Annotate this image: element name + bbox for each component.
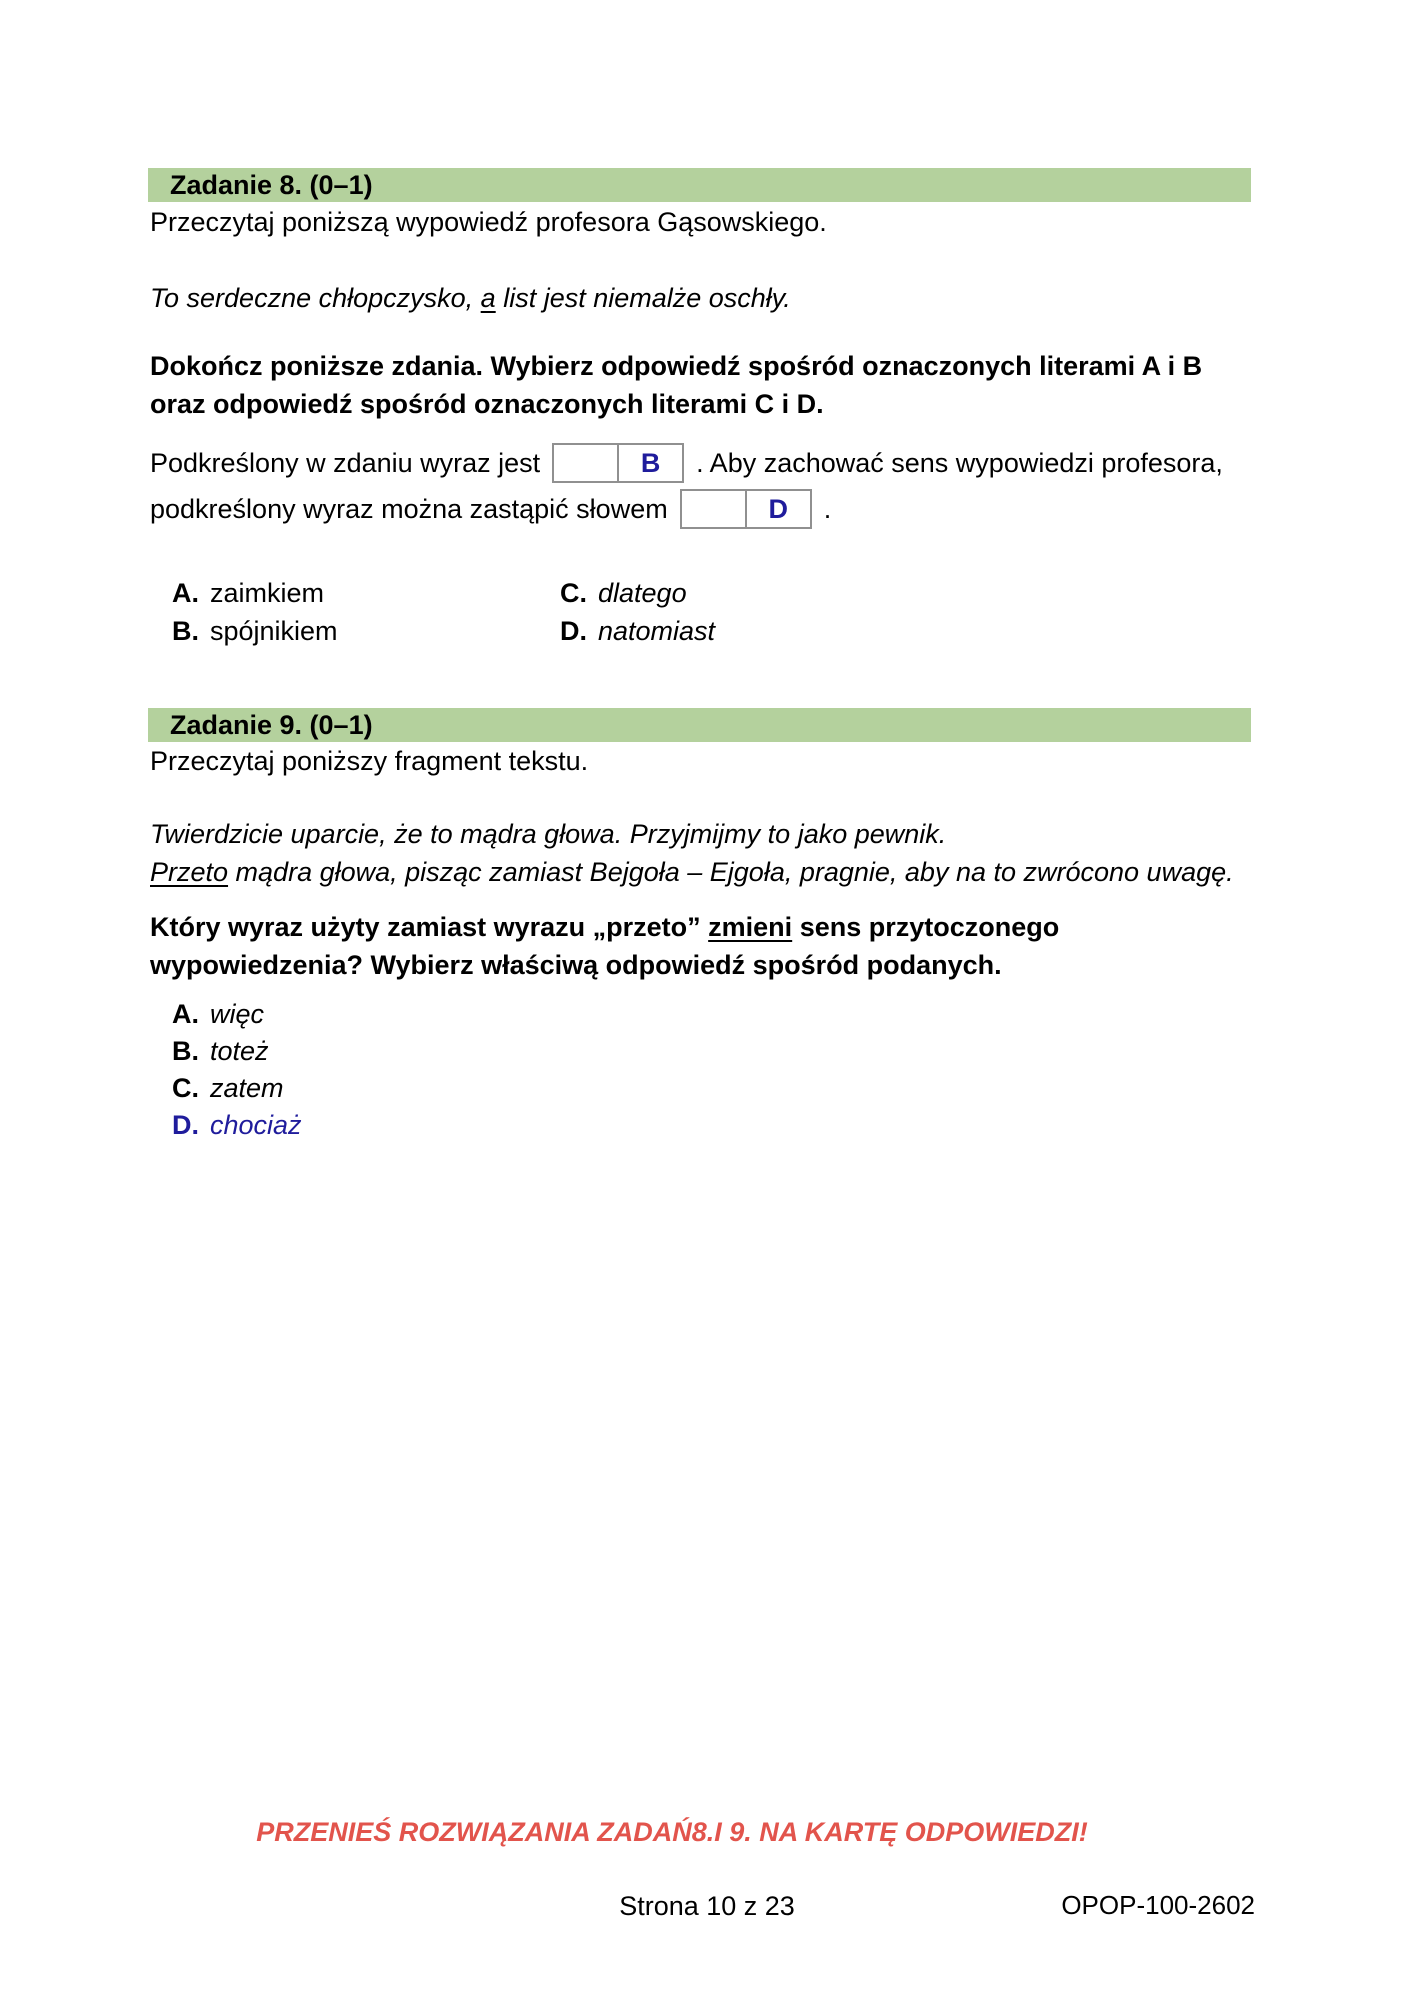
answer-box-ab-selected-letter: B: [617, 445, 682, 481]
task-9-question-line-2: wypowiedzenia? Wybierz właściwą odpowiedź spośród podanych.: [150, 950, 1002, 980]
answer-box-cd-selected-letter: D: [745, 491, 810, 527]
question-text-post: sens przytoczonego: [792, 912, 1060, 942]
option-8-d-text: natomiast: [598, 616, 716, 646]
task-9-quote: [150, 815, 1234, 891]
task-8-intro: Przeczytaj poniższą wypowiedź profesora Gąsowskiego.: [150, 207, 827, 237]
option-9-d-letter: D.: [172, 1110, 199, 1140]
option-9-c: [172, 1070, 302, 1107]
option-9-a: [172, 996, 302, 1033]
option-8-c-letter: C.: [560, 578, 587, 608]
option-8-b-text: spójnikiem: [210, 616, 338, 646]
option-9-b-text: toteż: [210, 1036, 269, 1066]
option-8-c: [560, 574, 715, 612]
answer-box-ab-empty-cell: [554, 445, 617, 481]
cloze-line-1-text: Podkreślony w zdaniu wyraz jest: [150, 447, 541, 478]
question-underlined-word: zmieni: [708, 912, 793, 942]
transfer-answers-note: PRZENIEŚ ROZWIĄZANIA ZADAŃ8.I 9. NA KARTĘ ODPOWIEDZI!: [256, 1817, 1088, 1847]
task-8-options-cd: [560, 574, 715, 650]
task-9-question-line-1: [150, 908, 1059, 946]
option-9-b-letter: B.: [172, 1036, 199, 1066]
quote-underlined-word: a: [480, 283, 496, 313]
option-9-c-text: zatem: [210, 1073, 284, 1103]
task-8-quote: [150, 279, 791, 317]
quote-2-rest: mądra głowa, pisząc zamiast Bejgoła – Ejgoła, pragnie, aby na to zwrócono uwagę.: [228, 857, 1234, 887]
option-8-a: [172, 574, 338, 612]
cloze-line-2-text: podkreślony wyraz można zastąpić słowem: [150, 493, 668, 524]
task-9-quote-line-2: [150, 853, 1234, 891]
cloze-line-2-text-post: .: [823, 493, 832, 524]
option-9-d-text: chociaż: [210, 1110, 302, 1140]
option-9-b: [172, 1033, 302, 1070]
task-9-options: [172, 996, 302, 1144]
quote-2-underlined-word: Przeto: [150, 857, 229, 887]
task-9-quote-line-1: Twierdzicie uparcie, że to mądra głowa. Przyjmijmy to jako pewnik.: [150, 819, 947, 849]
task-9-intro: Przeczytaj poniższy fragment tekstu.: [150, 746, 589, 776]
option-8-c-text: dlatego: [598, 578, 687, 608]
form-code-label: OPOP-100-2602: [1061, 1890, 1255, 1920]
option-9-a-text: więc: [210, 999, 265, 1029]
task-9-header: Zadanie 9. (0–1): [148, 708, 1251, 742]
task-8-instruction-line-1: Dokończ poniższe zdania. Wybierz odpowiedź spośród oznaczonych literami A i B: [150, 351, 1203, 381]
question-text-pre: Który wyraz użyty zamiast wyrazu „przeto”: [150, 912, 709, 942]
quote-text-post: list jest niemalże oschły.: [495, 283, 791, 313]
answer-box-cd-empty-cell: [682, 491, 745, 527]
answer-box-cd[interactable]: [680, 489, 812, 529]
option-8-d: [560, 612, 715, 650]
page-number-label: Strona 10 z 23: [619, 1891, 795, 1921]
option-8-b: [172, 612, 338, 650]
option-8-b-letter: B.: [172, 616, 199, 646]
task-8-options-ab: [172, 574, 338, 650]
answer-box-ab[interactable]: [552, 443, 684, 483]
option-9-c-letter: C.: [172, 1073, 199, 1103]
quote-text-pre: To serdeczne chłopczysko,: [150, 283, 481, 313]
task-8-header: Zadanie 8. (0–1): [148, 168, 1251, 202]
option-8-d-letter: D.: [560, 616, 587, 646]
option-9-d-selected: [172, 1107, 302, 1144]
task-8-instruction-line-2: oraz odpowiedź spośród oznaczonych literami C i D.: [150, 389, 824, 419]
option-8-a-text: zaimkiem: [210, 578, 325, 608]
task-9-question: [150, 908, 1059, 984]
cloze-line-1-text-post: . Aby zachować sens wypowiedzi profesora,: [696, 447, 1223, 478]
cloze-line-1: [150, 440, 1223, 486]
task-8-instruction: [150, 347, 1202, 423]
cloze-line-2: [150, 486, 831, 532]
option-9-a-letter: A.: [172, 999, 199, 1029]
option-8-a-letter: A.: [172, 578, 199, 608]
